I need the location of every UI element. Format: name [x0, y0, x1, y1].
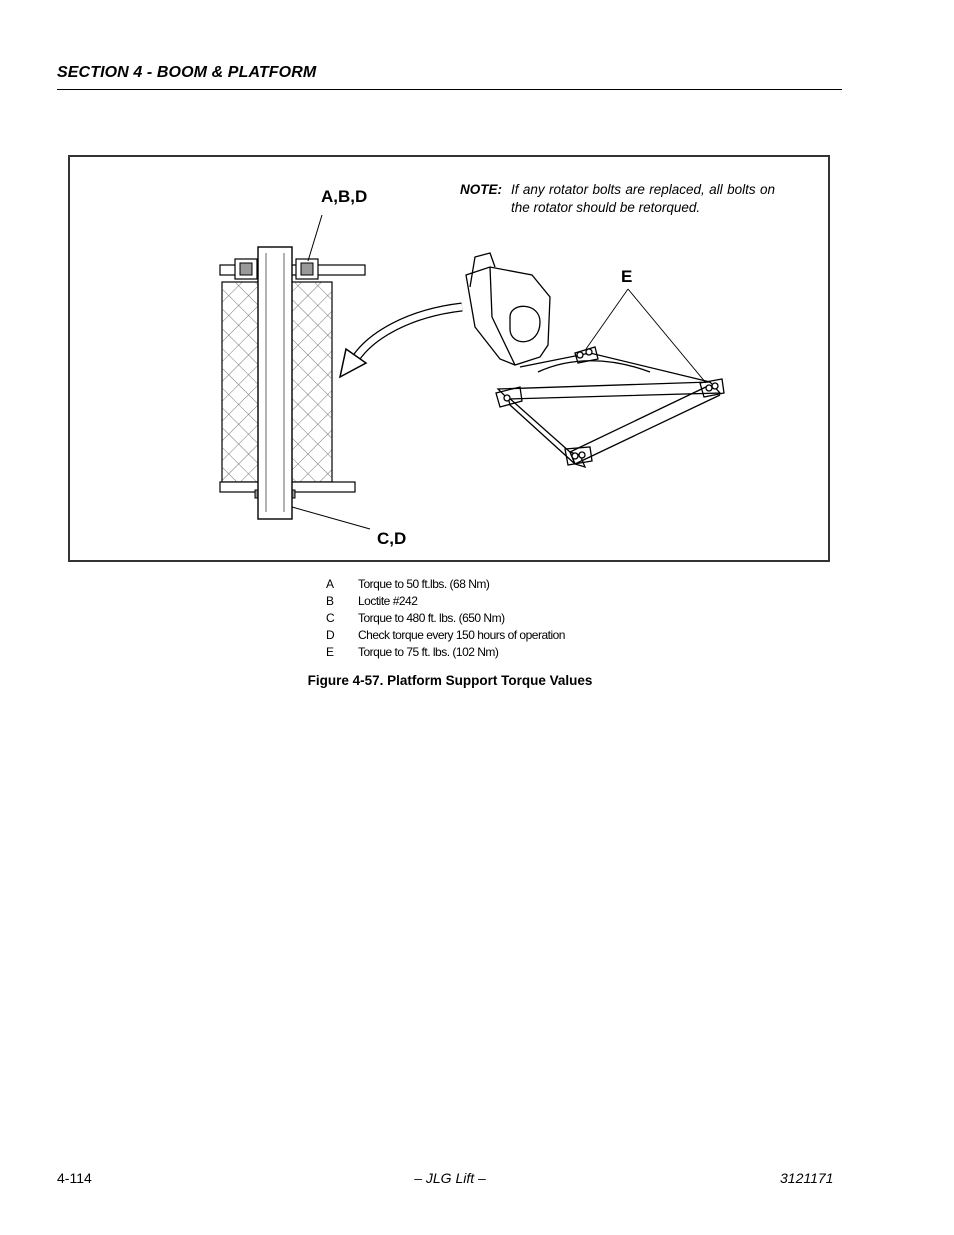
legend-text: Check torque every 150 hours of operation	[358, 628, 565, 642]
section-header: SECTION 4 - BOOM & PLATFORM	[57, 64, 317, 81]
callout-abd: A,B,D	[321, 187, 368, 206]
legend-text: Torque to 75 ft. lbs. (102 Nm)	[358, 645, 499, 659]
callout-cd: C,D	[377, 529, 407, 548]
rotator-note	[460, 181, 775, 215]
callout-e: E	[621, 267, 633, 286]
platform-support-illustration	[70, 157, 828, 560]
legend-key: A	[326, 577, 335, 591]
curved-arrow	[340, 307, 462, 377]
document-number: 3121171	[780, 1170, 834, 1186]
header-rule	[57, 89, 842, 90]
page-number: 4-114	[57, 1170, 92, 1186]
legend-key: C	[326, 611, 335, 625]
figure-box	[68, 155, 830, 562]
legend-item	[326, 594, 565, 611]
figure-caption: Figure 4-57. Platform Support Torque Values	[307, 673, 593, 688]
legend-key: B	[326, 594, 335, 608]
legend-text: Torque to 50 ft.lbs. (68 Nm)	[358, 577, 490, 591]
footer-brand: – JLG Lift –	[414, 1170, 486, 1186]
legend-text: Torque to 480 ft. lbs. (650 Nm)	[358, 611, 505, 625]
legend-item	[326, 611, 565, 628]
legend-key: D	[326, 628, 335, 642]
platform-support-drawing	[466, 253, 724, 467]
note-label: NOTE:	[460, 182, 502, 197]
legend-item	[326, 577, 565, 594]
legend-item	[326, 645, 565, 662]
legend-text: Loctite #242	[358, 594, 418, 608]
legend-key: E	[326, 645, 335, 659]
torque-legend	[326, 577, 565, 662]
note-text: If any rotator bolts are replaced, all bolts on the rotator should be retorqued.	[511, 182, 775, 215]
legend-item	[326, 628, 565, 645]
